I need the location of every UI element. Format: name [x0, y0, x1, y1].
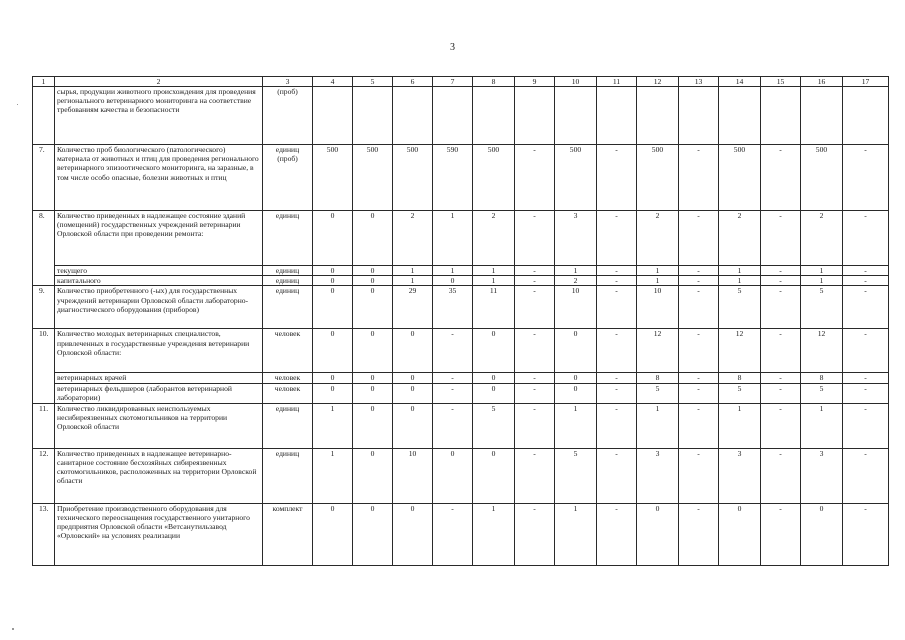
row-number: 7.: [33, 145, 55, 211]
value-cell: 1: [719, 276, 761, 286]
unit-cell: единиц: [263, 211, 313, 266]
header-cell: 6: [393, 77, 433, 87]
value-cell: 0: [313, 373, 353, 383]
header-cell: 9: [515, 77, 555, 87]
scan-speck: [12, 628, 14, 630]
value-cell: 1: [473, 266, 515, 276]
value-cell: -: [679, 503, 719, 565]
unit-cell: человек: [263, 329, 313, 373]
table-row: [33, 145, 889, 211]
value-cell: 0: [555, 383, 597, 403]
value-cell: -: [433, 383, 473, 403]
value-cell: -: [679, 286, 719, 329]
unit-cell: единиц (проб): [263, 145, 313, 211]
value-cell: 1: [637, 403, 679, 448]
value-cell: 590: [433, 145, 473, 211]
row-number: 11.: [33, 403, 55, 448]
value-cell: 0: [313, 503, 353, 565]
value-cell: -: [597, 448, 637, 503]
row-number: 9.: [33, 286, 55, 329]
value-cell: [473, 87, 515, 145]
indicator-name: Количество приведенных в надлежащее состояние зданий (помещений) государственных учреждений ветеринарии Орловской области при проведении ремонта:: [55, 211, 263, 266]
value-cell: 3: [555, 211, 597, 266]
value-cell: 8: [801, 373, 843, 383]
value-cell: 0: [313, 211, 353, 266]
header-cell: 13: [679, 77, 719, 87]
value-cell: -: [843, 276, 889, 286]
value-cell: [801, 87, 843, 145]
header-cell: 15: [761, 77, 801, 87]
value-cell: -: [843, 266, 889, 276]
value-cell: -: [761, 286, 801, 329]
value-cell: 10: [555, 286, 597, 329]
value-cell: 0: [473, 329, 515, 373]
value-cell: 1: [801, 276, 843, 286]
value-cell: 1: [637, 276, 679, 286]
value-cell: 0: [313, 276, 353, 286]
table-body: [33, 87, 889, 566]
value-cell: -: [761, 503, 801, 565]
row-number: 12.: [33, 448, 55, 503]
table-row: [33, 329, 889, 373]
value-cell: 1: [719, 266, 761, 276]
value-cell: 1: [801, 403, 843, 448]
value-cell: 5: [555, 448, 597, 503]
value-cell: 500: [637, 145, 679, 211]
value-cell: 1: [433, 211, 473, 266]
value-cell: 500: [555, 145, 597, 211]
value-cell: -: [515, 145, 555, 211]
value-cell: 12: [637, 329, 679, 373]
table-row: [33, 448, 889, 503]
value-cell: 0: [353, 286, 393, 329]
value-cell: -: [679, 448, 719, 503]
value-cell: 1: [313, 403, 353, 448]
header-cell: 4: [313, 77, 353, 87]
value-cell: 12: [801, 329, 843, 373]
value-cell: 0: [393, 403, 433, 448]
value-cell: -: [679, 403, 719, 448]
value-cell: -: [843, 448, 889, 503]
value-cell: 0: [353, 383, 393, 403]
header-cell: 14: [719, 77, 761, 87]
value-cell: -: [597, 266, 637, 276]
value-cell: 5: [719, 383, 761, 403]
unit-cell: единиц: [263, 403, 313, 448]
value-cell: 1: [801, 266, 843, 276]
row-number: 10.: [33, 329, 55, 403]
value-cell: 8: [637, 373, 679, 383]
value-cell: -: [597, 373, 637, 383]
value-cell: [555, 87, 597, 145]
value-cell: 1: [473, 503, 515, 565]
value-cell: -: [515, 276, 555, 286]
value-cell: 1: [393, 266, 433, 276]
value-cell: -: [843, 383, 889, 403]
value-cell: 10: [393, 448, 433, 503]
value-cell: -: [679, 373, 719, 383]
table-subrow: [33, 276, 889, 286]
value-cell: 5: [801, 286, 843, 329]
value-cell: 29: [393, 286, 433, 329]
value-cell: -: [597, 286, 637, 329]
value-cell: -: [515, 329, 555, 373]
value-cell: [515, 87, 555, 145]
value-cell: 3: [801, 448, 843, 503]
value-cell: 500: [801, 145, 843, 211]
value-cell: 5: [801, 383, 843, 403]
value-cell: -: [515, 373, 555, 383]
value-cell: 1: [719, 403, 761, 448]
value-cell: -: [761, 145, 801, 211]
indicator-name: сырья, продукции животного происхождения для проведения регионального ветеринарного мониторинга на соответствие требованиям качества и безопасности: [55, 87, 263, 145]
value-cell: -: [597, 145, 637, 211]
value-cell: -: [843, 211, 889, 266]
value-cell: -: [761, 329, 801, 373]
value-cell: 3: [719, 448, 761, 503]
value-cell: 0: [393, 329, 433, 373]
indicators-table-container: [32, 76, 868, 566]
value-cell: 0: [353, 448, 393, 503]
header-cell: 8: [473, 77, 515, 87]
value-cell: 1: [555, 503, 597, 565]
value-cell: 5: [473, 403, 515, 448]
value-cell: 500: [353, 145, 393, 211]
value-cell: -: [515, 383, 555, 403]
value-cell: 2: [719, 211, 761, 266]
indicator-subname: ветеринарных врачей: [55, 373, 263, 383]
table-row: [33, 286, 889, 329]
header-cell: 12: [637, 77, 679, 87]
value-cell: -: [515, 503, 555, 565]
value-cell: 0: [473, 373, 515, 383]
indicator-subname: капитального: [55, 276, 263, 286]
value-cell: 0: [353, 266, 393, 276]
value-cell: 35: [433, 286, 473, 329]
value-cell: 0: [393, 373, 433, 383]
value-cell: -: [433, 403, 473, 448]
value-cell: 500: [393, 145, 433, 211]
indicator-subname: ветеринарных фельдшеров (лаборантов ветеринарной лаборатории): [55, 383, 263, 403]
value-cell: -: [843, 329, 889, 373]
value-cell: -: [597, 383, 637, 403]
value-cell: 0: [353, 503, 393, 565]
value-cell: -: [761, 276, 801, 286]
unit-cell: человек: [263, 383, 313, 403]
value-cell: [353, 87, 393, 145]
value-cell: 1: [313, 448, 353, 503]
value-cell: 0: [393, 383, 433, 403]
value-cell: 500: [313, 145, 353, 211]
value-cell: 0: [719, 503, 761, 565]
value-cell: 1: [473, 276, 515, 286]
unit-cell: единиц: [263, 276, 313, 286]
value-cell: 1: [637, 266, 679, 276]
table-row: [33, 211, 889, 266]
value-cell: [843, 87, 889, 145]
value-cell: -: [761, 403, 801, 448]
value-cell: -: [433, 329, 473, 373]
value-cell: -: [843, 403, 889, 448]
unit-cell: единиц: [263, 266, 313, 276]
value-cell: -: [433, 373, 473, 383]
table-row: [33, 87, 889, 145]
header-cell: 1: [33, 77, 55, 87]
value-cell: -: [843, 503, 889, 565]
value-cell: -: [761, 373, 801, 383]
value-cell: -: [843, 286, 889, 329]
value-cell: 11: [473, 286, 515, 329]
value-cell: -: [761, 448, 801, 503]
indicator-subname: текущего: [55, 266, 263, 276]
value-cell: 0: [313, 286, 353, 329]
value-cell: 0: [353, 276, 393, 286]
value-cell: -: [597, 403, 637, 448]
value-cell: [637, 87, 679, 145]
row-number: 13.: [33, 503, 55, 565]
page-number: 3: [450, 42, 455, 53]
table-header-row: [33, 77, 889, 87]
value-cell: [393, 87, 433, 145]
value-cell: 0: [313, 329, 353, 373]
table-row: [33, 503, 889, 565]
value-cell: -: [679, 266, 719, 276]
value-cell: -: [679, 145, 719, 211]
value-cell: 8: [719, 373, 761, 383]
value-cell: 1: [393, 276, 433, 286]
value-cell: -: [515, 448, 555, 503]
value-cell: -: [761, 211, 801, 266]
indicator-name: Количество ликвидированных неиспользуемых несибиреязвенных скотомогильников на территории Орловской области: [55, 403, 263, 448]
table-row: [33, 403, 889, 448]
value-cell: -: [679, 383, 719, 403]
value-cell: -: [761, 266, 801, 276]
value-cell: 0: [353, 329, 393, 373]
value-cell: [761, 87, 801, 145]
value-cell: [313, 87, 353, 145]
value-cell: 0: [313, 266, 353, 276]
value-cell: -: [597, 211, 637, 266]
value-cell: 0: [433, 276, 473, 286]
value-cell: 1: [555, 403, 597, 448]
indicator-name: Количество приобретенного (-ых) для государственных учреждений ветеринарии Орловской области лабораторно-диагностического оборудования (приборов): [55, 286, 263, 329]
table-subrow: [33, 266, 889, 276]
header-cell: 11: [597, 77, 637, 87]
value-cell: 2: [473, 211, 515, 266]
value-cell: -: [515, 211, 555, 266]
value-cell: [679, 87, 719, 145]
value-cell: 0: [473, 383, 515, 403]
value-cell: 2: [637, 211, 679, 266]
value-cell: 0: [473, 448, 515, 503]
value-cell: [433, 87, 473, 145]
value-cell: [719, 87, 761, 145]
unit-cell: единиц: [263, 286, 313, 329]
value-cell: -: [843, 373, 889, 383]
value-cell: 0: [353, 373, 393, 383]
unit-cell: человек: [263, 373, 313, 383]
indicator-name: Количество проб биологического (патологического) материала от животных и птиц для проведения регионального ветеринарного эпизоотического мониторинга, на заразные, в том числе особо опасные, болезни животных и птиц: [55, 145, 263, 211]
unit-cell: единиц: [263, 448, 313, 503]
value-cell: 1: [433, 266, 473, 276]
value-cell: 0: [637, 503, 679, 565]
scan-speck: [17, 104, 18, 105]
value-cell: 2: [393, 211, 433, 266]
header-cell: 7: [433, 77, 473, 87]
value-cell: 3: [637, 448, 679, 503]
value-cell: 5: [719, 286, 761, 329]
value-cell: -: [679, 211, 719, 266]
value-cell: 0: [393, 503, 433, 565]
value-cell: 2: [555, 276, 597, 286]
unit-cell: (проб): [263, 87, 313, 145]
value-cell: 0: [313, 383, 353, 403]
value-cell: -: [597, 503, 637, 565]
value-cell: -: [761, 383, 801, 403]
value-cell: -: [843, 145, 889, 211]
header-cell: 5: [353, 77, 393, 87]
value-cell: 1: [555, 266, 597, 276]
row-number: [33, 87, 55, 145]
header-cell: 3: [263, 77, 313, 87]
value-cell: -: [597, 276, 637, 286]
value-cell: [597, 87, 637, 145]
value-cell: -: [679, 276, 719, 286]
value-cell: -: [433, 503, 473, 565]
header-cell: 10: [555, 77, 597, 87]
value-cell: -: [679, 329, 719, 373]
value-cell: -: [597, 329, 637, 373]
table-subrow: [33, 383, 889, 403]
indicator-name: Количество приведенных в надлежащее ветеринарно-санитарное состояние бесхозяйных сибиреязвенных скотомогильников, расположенных на территории Орловской области: [55, 448, 263, 503]
value-cell: 12: [719, 329, 761, 373]
value-cell: 0: [555, 373, 597, 383]
header-cell: 2: [55, 77, 263, 87]
value-cell: 500: [473, 145, 515, 211]
indicators-table: [32, 76, 889, 566]
value-cell: 0: [433, 448, 473, 503]
value-cell: 0: [555, 329, 597, 373]
indicator-name: Количество молодых ветеринарных специалистов, привлеченных в государственные учреждения ветеринарии Орловской области:: [55, 329, 263, 373]
value-cell: 0: [353, 211, 393, 266]
value-cell: -: [515, 286, 555, 329]
value-cell: 500: [719, 145, 761, 211]
value-cell: -: [515, 403, 555, 448]
value-cell: 0: [801, 503, 843, 565]
header-cell: 16: [801, 77, 843, 87]
value-cell: 2: [801, 211, 843, 266]
unit-cell: комплект: [263, 503, 313, 565]
value-cell: -: [515, 266, 555, 276]
value-cell: 5: [637, 383, 679, 403]
header-cell: 17: [843, 77, 889, 87]
indicator-name: Приобретение производственного оборудования для технического переоснащения государственного унитарного предприятия Орловской области «Ветсанутильзавод «Орловский» на условиях реализации: [55, 503, 263, 565]
value-cell: 0: [353, 403, 393, 448]
table-subrow: [33, 373, 889, 383]
value-cell: 10: [637, 286, 679, 329]
row-number: 8.: [33, 211, 55, 286]
